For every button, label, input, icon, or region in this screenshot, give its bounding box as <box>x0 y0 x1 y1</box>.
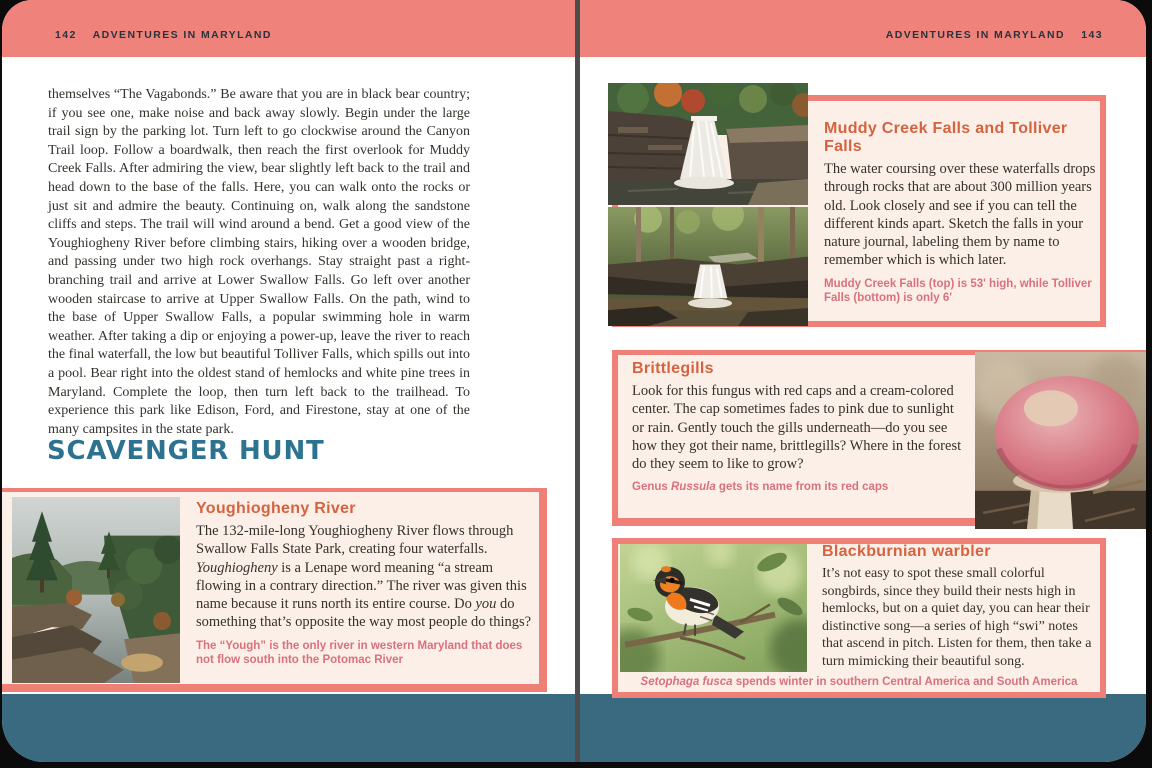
book-spread <box>2 0 1146 762</box>
left-running-header <box>55 29 272 41</box>
brittlegills-card-body: Look for this fungus with red caps and a cream-colored center. The cap sometimes fades to pink due to sunlight or rain. Gently touch the gills underneath—do you see how they got their name, brittlegills? Where in the forest do they seem to like to grow? <box>632 383 962 473</box>
brittlegills-card-text <box>632 360 964 495</box>
muddy-creek-card-text <box>824 120 1098 306</box>
left-page-number: 142 <box>55 29 77 41</box>
muddy-creek-falls-photo <box>608 83 808 205</box>
warbler-card-text <box>822 543 1100 671</box>
muddy-creek-card-body: The water coursing over these waterfalls drops through rocks that are about 300 million years old. Look closely and see if you can tell the different kinds apart. Sketch the falls in your nature journal, labeling them by name to remember which is which later. <box>824 161 1096 269</box>
footer-band <box>2 694 1146 762</box>
page-gutter <box>575 0 580 762</box>
scavenger-hunt-heading: SCAVENGER HUNT <box>47 436 325 466</box>
brittlegill-mushroom-photo <box>975 352 1146 529</box>
muddy-creek-card-caption: Muddy Creek Falls (top) is 53' high, while Tolliver Falls (bottom) is only 6' <box>824 277 1092 305</box>
youghiogheny-card-title: Youghiogheny River <box>196 500 356 517</box>
blackburnian-warbler-photo <box>620 544 807 672</box>
right-running-header <box>886 29 1103 41</box>
warbler-card-body: It’s not easy to spot these small colorful songbirds, since they build their nests high in hemlocks, but on a quiet day, you can hear their distinctive song—a series of high “swi” notes that ascend in pitch. Listen for them, then take a turn mimicking their beautiful song. <box>822 566 1092 669</box>
brittlegills-card-caption: Genus Russula gets its name from its red caps <box>632 481 889 494</box>
right-running-title: ADVENTURES IN MARYLAND <box>885 29 1065 41</box>
trail-description-paragraph: themselves “The Vagabonds.” Be aware that you are in black bear country; if you see one, make noise and back away slowly. Begin under the large trail sign by the parking lot. Turn left to go clockwise around the Canyon Trail loop. Follow a boardwalk, then reach the first overlook for Muddy Creek Falls. After admiring the view, bear slightly left back to the trail and head down to the base of the falls. Here, you can walk onto the rocks or just sit and admire the beauty. Continuing on, walk along the sandstone cliffs and steps. The trail will wind around a bend. Get a good view of the Youghiogheny River before climbing stairs, hiking over a wooden bridge, and passing under two high rock overhangs. Stay straight past a right-branching trail and arrive at Lower Swallow Falls. Go left over another wooden staircase to arrive at Upper Swallow Falls. On the path, wind to the base of Upper Swallow Falls, a popular swimming hole in warm weather. After taking a dip or enjoying a power-up, leave the river to reach the final waterfall, the low but beautiful Tolliver Falls, which spills out into a pool. Bear right into the oldest stand of hemlocks and white pine trees in Maryland. Complete the loop, then turn left back to the trailhead. To experience this park like Edison, Ford, and Firestone, stay at one of the many campsites in the state park. <box>48 87 470 437</box>
right-page-number: 143 <box>1081 29 1103 41</box>
youghiogheny-card-text <box>196 500 536 668</box>
left-running-title: ADVENTURES IN MARYLAND <box>92 29 272 41</box>
youghiogheny-card-body: The 132-mile-long Youghiogheny River flows through Swallow Falls State Park, creating four waterfalls. Youghiogheny is a Lenape word meaning “a stream flowing in a contrary direction.” The river was given this name because it runs north its entire course. Do you do something that’s opposite the way most people do things? <box>196 523 532 631</box>
youghiogheny-card-caption: The “Yough” is the only river in western Maryland that does not flow south into the Potomac River <box>196 639 523 667</box>
warbler-card-caption: Setophaga fusca spends winter in southern Central America and South America <box>640 676 1078 688</box>
muddy-creek-card-title: Muddy Creek Falls and Tolliver Falls <box>824 120 1068 155</box>
tolliver-falls-photo <box>608 207 808 326</box>
warbler-card-title: Blackburnian warbler <box>822 543 991 560</box>
brittlegills-card-title: Brittlegills <box>632 360 714 377</box>
youghiogheny-river-photo <box>12 497 180 683</box>
